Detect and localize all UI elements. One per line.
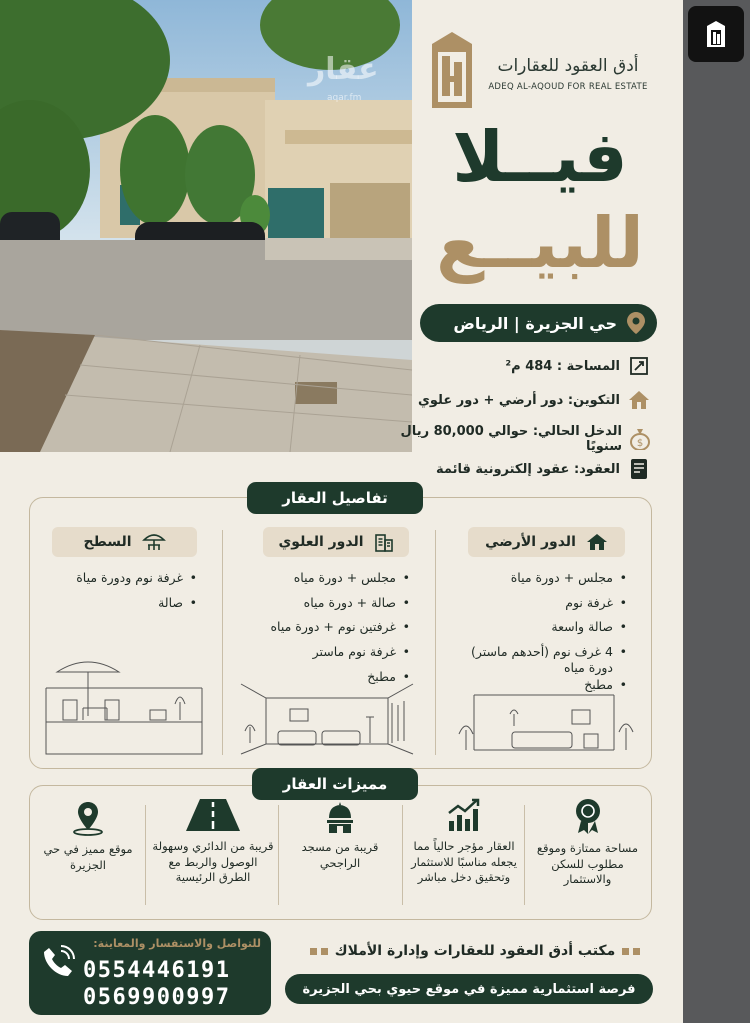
svg-text:$: $ (636, 438, 644, 449)
growth-chart-icon (446, 797, 482, 833)
upper-floor-title-text: الدور العلوي (278, 534, 364, 550)
ground-floor-list (455, 570, 627, 702)
upper-floor-illustration (240, 683, 418, 755)
list-item: • صالة (40, 595, 197, 611)
headline-for-sale: للبيــع (436, 202, 644, 284)
list-item: • غرفة نوم ودورة مياة (40, 570, 197, 586)
feature-item (408, 797, 520, 886)
map-pin-icon (627, 312, 645, 334)
feature-text: قريبة من مسجد الراجحي (301, 840, 379, 870)
feature-text: قريبة من الدائري وسهولة الوصول والربط مع الطرق الرئيسية (152, 839, 274, 885)
watermark-logo: عقار (308, 52, 379, 87)
upper-floor-title (263, 527, 409, 557)
info-layout-text: التكوين: دور أرضي + دور علوي (417, 392, 620, 408)
contact-label: للتواصل والاستفسار والمعاينة: (93, 937, 261, 950)
ground-floor-title (468, 527, 625, 557)
roof-title (52, 527, 197, 557)
phone-number-2[interactable]: 0569900997 (83, 985, 231, 1010)
ground-floor-illustration (454, 690, 634, 756)
roof-list (40, 570, 197, 619)
award-badge-icon (573, 797, 603, 835)
divider (145, 805, 146, 905)
headline-villa: فيــلا (452, 116, 628, 198)
office-text: مكتب أدق العقود للعقارات وإدارة الأملاك (334, 943, 616, 959)
list-item: • مجلس + دورة مياة (455, 570, 627, 586)
details-header: تفاصيل العقار (247, 482, 423, 514)
side-panel (683, 0, 750, 1023)
feature-item (284, 800, 396, 871)
feature-item (152, 797, 274, 886)
info-layout (395, 389, 650, 411)
contract-icon (628, 458, 650, 480)
list-item: • 4 غرف نوم (أحدهم ماستر) دورة مياه (455, 644, 627, 675)
info-area (395, 355, 650, 377)
roof-title-text: السطح (83, 534, 132, 550)
info-income (395, 424, 650, 454)
house-icon (586, 533, 608, 551)
feature-item (36, 800, 140, 873)
list-item: • مجلس + دورة مياه (240, 570, 410, 586)
bullet-square (321, 948, 328, 955)
feature-text: موقع مميز في حي الجزيرة (43, 842, 133, 872)
brand-logo-icon (428, 32, 476, 108)
list-item: • صالة واسعة (455, 619, 627, 635)
list-item: • مطبخ (455, 677, 627, 693)
features-header: مميزات العقار (252, 768, 418, 800)
divider (524, 805, 525, 905)
phone-number-1[interactable]: 0554446191 (83, 958, 231, 983)
divider (278, 805, 279, 905)
brand-logo-icon (705, 21, 727, 47)
umbrella-table-icon (142, 532, 166, 552)
info-area-text: المساحة : 484 م² (505, 358, 620, 374)
feature-text: العقار مؤجر حالياً مما يجعله مناسبًا للاستثمار وتحقيق دخل مباشر (411, 839, 517, 885)
divider (402, 805, 403, 905)
brand-name-en: ADEQ AL-AQOUD FOR REAL ESTATE (488, 82, 648, 92)
feature-text: مساحة ممتازة وموقع مطلوب للسكن والاستثمار (536, 841, 639, 887)
info-income-text: الدخل الحالي: حوالي 80,000 ريال سنويًا (400, 424, 622, 454)
contact-card (29, 931, 271, 1015)
location-pill (420, 304, 657, 342)
divider (222, 530, 223, 755)
villa-photo (0, 0, 412, 452)
list-item: • غرفة نوم ماستر (240, 644, 410, 660)
feature-item (530, 797, 645, 888)
opportunity-banner: فرصة استثمارية مميزة في موقع حيوي بحي الجزيرة (285, 974, 653, 1004)
list-item: • غرفتين نوم + دورة مياه (240, 619, 410, 635)
building-icon (374, 532, 394, 552)
list-item: • مطبخ (240, 669, 410, 685)
ground-floor-title-text: الدور الأرضي (485, 534, 576, 550)
road-icon (186, 797, 240, 833)
info-contracts (395, 458, 650, 480)
roof-illustration (45, 652, 205, 756)
home-icon (628, 389, 650, 411)
divider (435, 530, 436, 755)
upper-floor-list (240, 570, 410, 693)
side-logo-button[interactable] (688, 6, 744, 62)
area-icon (628, 355, 650, 377)
info-contracts-text: العقود: عقود إلكترونية قائمة (435, 461, 620, 477)
list-item: • غرفة نوم (455, 595, 627, 611)
phone-icon (41, 945, 75, 979)
bullet-square (633, 948, 640, 955)
money-bag-icon (630, 428, 650, 450)
office-name (300, 943, 650, 959)
location-text: حي الجزيرة | الرياض (453, 313, 617, 333)
bullet-square (622, 948, 629, 955)
bullet-square (310, 948, 317, 955)
list-item: • صالة + دورة مياه (240, 595, 410, 611)
location-pin-icon (70, 800, 106, 836)
mosque-icon (325, 800, 355, 834)
watermark-url: aqar.fm (327, 93, 362, 103)
brand-name-ar: أدق العقود للعقارات (497, 56, 639, 76)
